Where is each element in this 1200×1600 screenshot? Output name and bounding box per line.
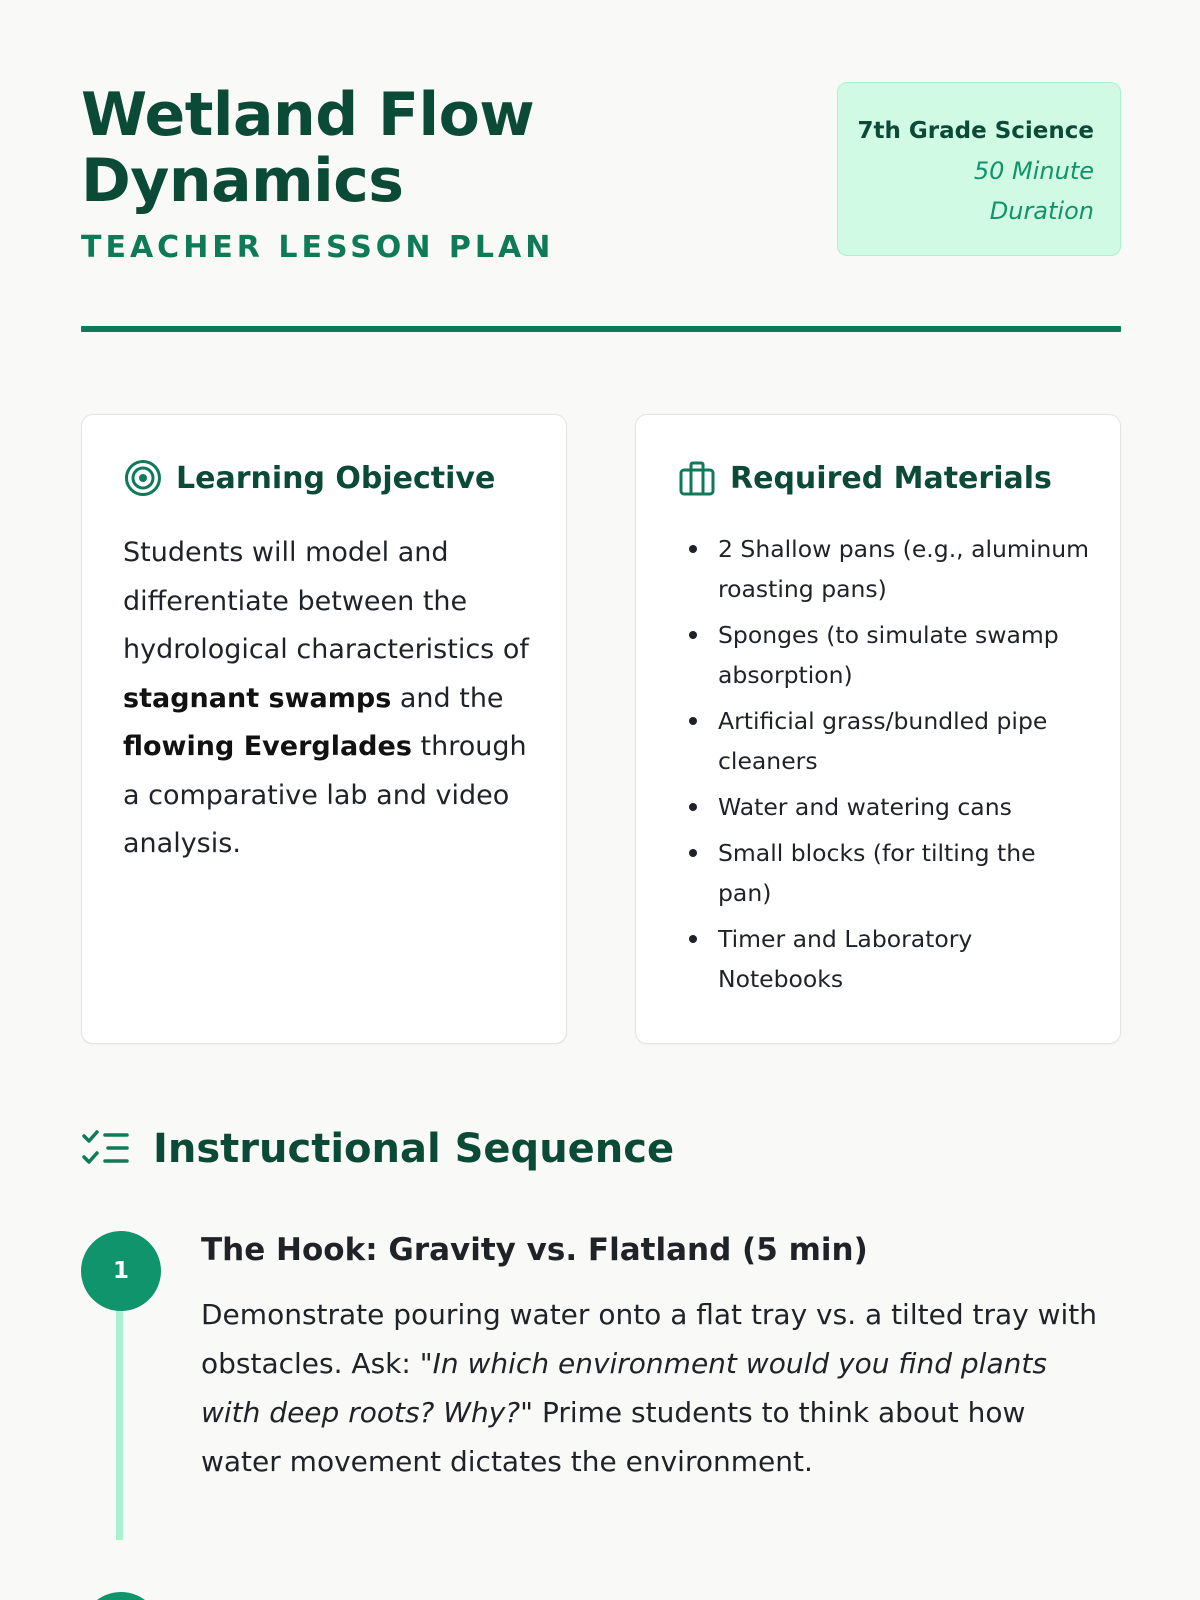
card-header (678, 459, 1052, 497)
step-text-part: Demonstrate pouring water onto a flat tray vs. a tilted tray with obstacles. Ask: (201, 1298, 1098, 1380)
next-step-marker (81, 1592, 161, 1600)
objective-text-part: through a comparative lab and video analysis. (123, 731, 527, 859)
target-icon (124, 459, 162, 497)
required-materials-card (635, 414, 1121, 1044)
page-title: Wetland Flow Dynamics (81, 80, 535, 216)
learning-objective-card (81, 414, 567, 1044)
objective-text (123, 529, 535, 869)
objective-emphasis: stagnant swamps (123, 682, 392, 714)
step-description (201, 1290, 1101, 1486)
objective-text-part: and the (391, 682, 504, 714)
section-title: Instructional Sequence (153, 1126, 675, 1172)
header (81, 82, 1121, 282)
checklist-icon (81, 1128, 131, 1170)
step-number: 1 (81, 1231, 161, 1311)
list-item: Artificial grass/bundled pipe cleaners (676, 701, 1096, 781)
step-quote: "In which environment would you find plants with deep roots? Why?" (201, 1347, 1047, 1429)
card-title: Required Materials (730, 460, 1052, 496)
header-divider (81, 326, 1121, 332)
step-text-part: Prime students to think about how water movement dictates the environment. (201, 1396, 1026, 1478)
objective-emphasis: flowing Everglades (123, 731, 412, 762)
list-item: Sponges (to simulate swamp absorption) (676, 615, 1096, 695)
card-title: Learning Objective (176, 460, 496, 496)
badge-duration: 50 Minute Duration (973, 157, 1094, 225)
page-subtitle: TEACHER LESSON PLAN (81, 230, 555, 265)
sequence-header (81, 1126, 674, 1172)
list-item: 2 Shallow pans (e.g., aluminum roasting pans) (676, 529, 1096, 609)
timeline-connector (116, 1300, 123, 1540)
card-header (124, 459, 495, 497)
list-item: Water and watering cans (676, 787, 1096, 827)
list-item: Small blocks (for tilting the pan) (676, 833, 1096, 913)
objective-text-part: Students will model and differentiate between the hydrological characteristics of (123, 537, 529, 665)
step-title: The Hook: Gravity vs. Flatland (5 min) (201, 1232, 868, 1268)
materials-list (676, 529, 1096, 1005)
badge-grade: 7th Grade Science (857, 118, 1094, 144)
grade-badge (837, 82, 1121, 256)
briefcase-icon (678, 459, 716, 497)
lesson-plan-page (81, 0, 1121, 1600)
list-item: Timer and Laboratory Notebooks (676, 919, 1096, 999)
